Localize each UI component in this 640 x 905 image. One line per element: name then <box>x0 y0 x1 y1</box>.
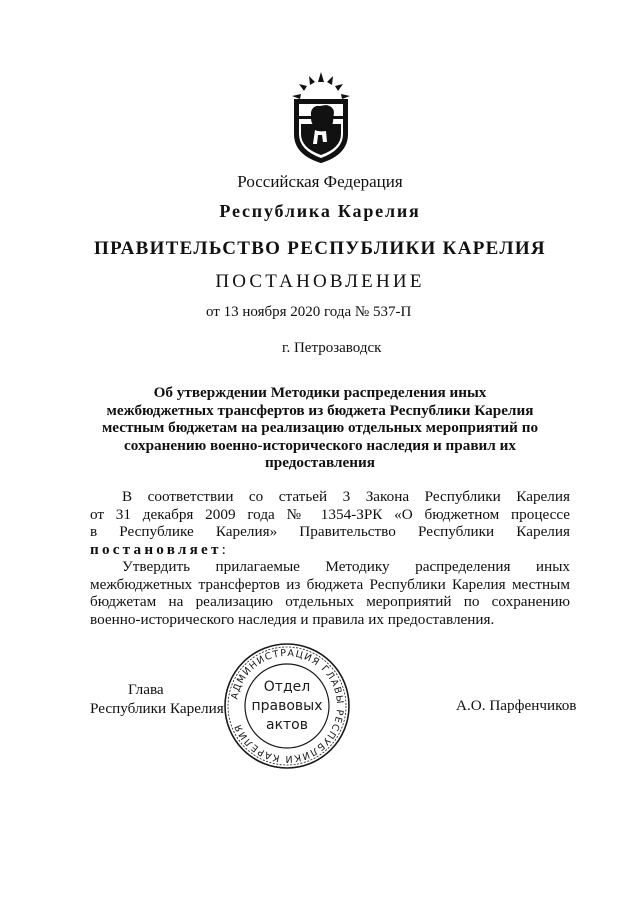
body-line: бюджетам на реализацию отдельных мероприятий по сохранению <box>90 593 570 611</box>
document-city: г. Петрозаводск <box>282 340 382 356</box>
title-line: межбюджетных трансфертов из бюджета Республики Карелия <box>106 401 534 419</box>
decrees-word: постановляет <box>90 540 222 558</box>
body-line: военно-исторического наследия и правила их предоставления. <box>90 610 495 628</box>
document-type: ПОСТАНОВЛЕНИЕ <box>215 271 425 292</box>
stamp-line: актов <box>265 717 309 733</box>
title-line: предоставления <box>265 454 375 471</box>
body-line: В соответствии со статьей 3 Закона Республики Карелия <box>122 488 570 505</box>
decrees-line <box>90 541 570 559</box>
body-line: межбюджетных трансфертов из бюджета Республики Карелия местным <box>90 575 570 593</box>
official-stamp <box>222 641 352 771</box>
decision-paragraph <box>90 558 570 628</box>
title-line: Об утверждении Методики распределения иных <box>153 384 487 401</box>
government-name: ПРАВИТЕЛЬСТВО РЕСПУБЛИКИ КАРЕЛИЯ <box>94 238 546 259</box>
federation-name: Российская Федерация <box>237 172 403 191</box>
body-line: в Республике Карелия» Правительство Республики Карелия <box>90 523 570 541</box>
body-line: Утвердить прилагаемые Методику распределения иных <box>122 558 570 575</box>
coat-of-arms-icon <box>289 72 353 164</box>
title-line: местным бюджетам на реализацию отдельных мероприятий по <box>101 419 539 436</box>
decrees-colon: : <box>221 540 226 558</box>
signatory-post: Глава <box>128 681 164 698</box>
stamp-ring-text: АДМИНИСТРАЦИЯ ГЛАВЫ РЕСПУБЛИКИ КАРЕЛИЯ <box>229 647 346 765</box>
signatory-name: А.О. Парфенчиков <box>456 697 577 714</box>
signatory-post: Республики Карелия <box>90 700 224 717</box>
document-date: от 13 ноября 2020 года № 537-П <box>206 304 412 320</box>
document-title <box>0 384 640 472</box>
title-line: сохранению военно-исторического наследия и правил их <box>124 436 516 454</box>
stamp-line: Отдел <box>263 679 311 695</box>
stamp-line: правовых <box>251 698 323 714</box>
preamble-paragraph <box>90 488 570 558</box>
republic-name: Республика Карелия <box>219 201 421 221</box>
body-line: от 31 декабря 2009 года № 1354-ЗРК «О бюджетном процессе <box>90 505 570 523</box>
